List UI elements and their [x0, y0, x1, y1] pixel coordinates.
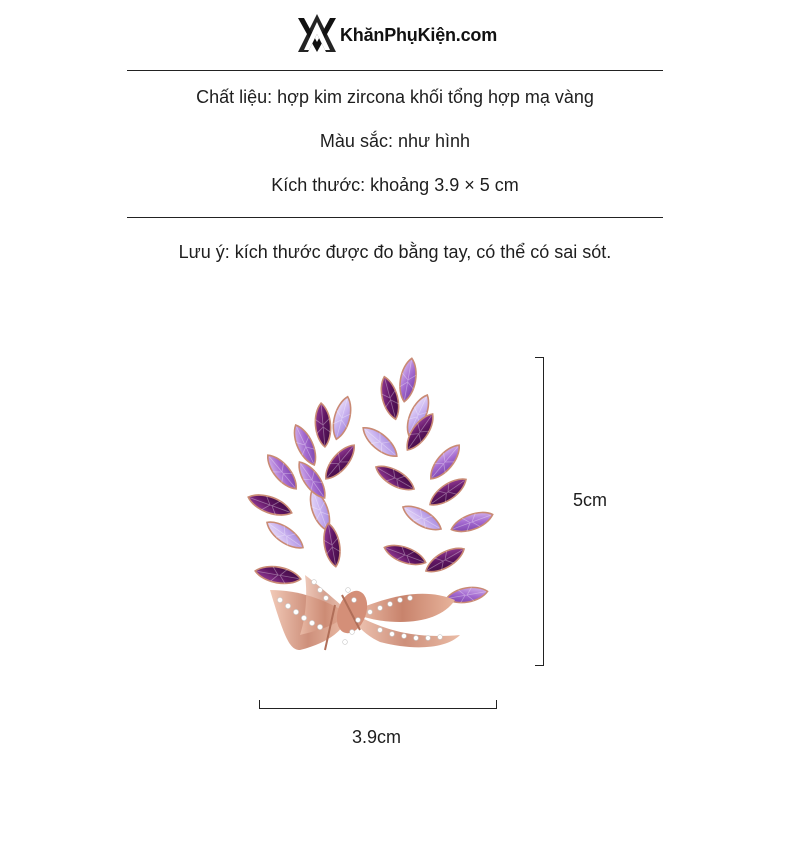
bottom-divider — [127, 217, 663, 218]
width-dimension-left-tick — [259, 700, 260, 709]
height-dimension-bottom-tick — [535, 665, 544, 666]
width-dimension-right-tick — [496, 700, 497, 709]
size-spec: Kích thước: khoảng 3.9 × 5 cm — [271, 175, 519, 195]
width-dimension-label: 3.9cm — [352, 727, 402, 747]
logo-text: KhănPhụKiện.com — [340, 24, 498, 45]
height-dimension-line — [543, 357, 544, 666]
material-spec: Chất liệu: hợp kim zircona khối tổng hợp mạ vàng — [196, 87, 594, 107]
measurement-note: Lưu ý: kích thước được đo bằng tay, có thể có sai sót. — [178, 242, 612, 262]
top-divider — [127, 70, 663, 71]
purple-crystal-wreath-brooch-image — [230, 350, 520, 670]
color-spec: Màu sắc: như hình — [319, 131, 471, 151]
height-dimension-label: 5cm — [573, 490, 608, 510]
double-chevron-logo-icon — [296, 12, 338, 58]
height-dimension-top-tick — [535, 357, 544, 358]
brand-logo — [296, 12, 497, 58]
width-dimension-line — [259, 708, 497, 709]
